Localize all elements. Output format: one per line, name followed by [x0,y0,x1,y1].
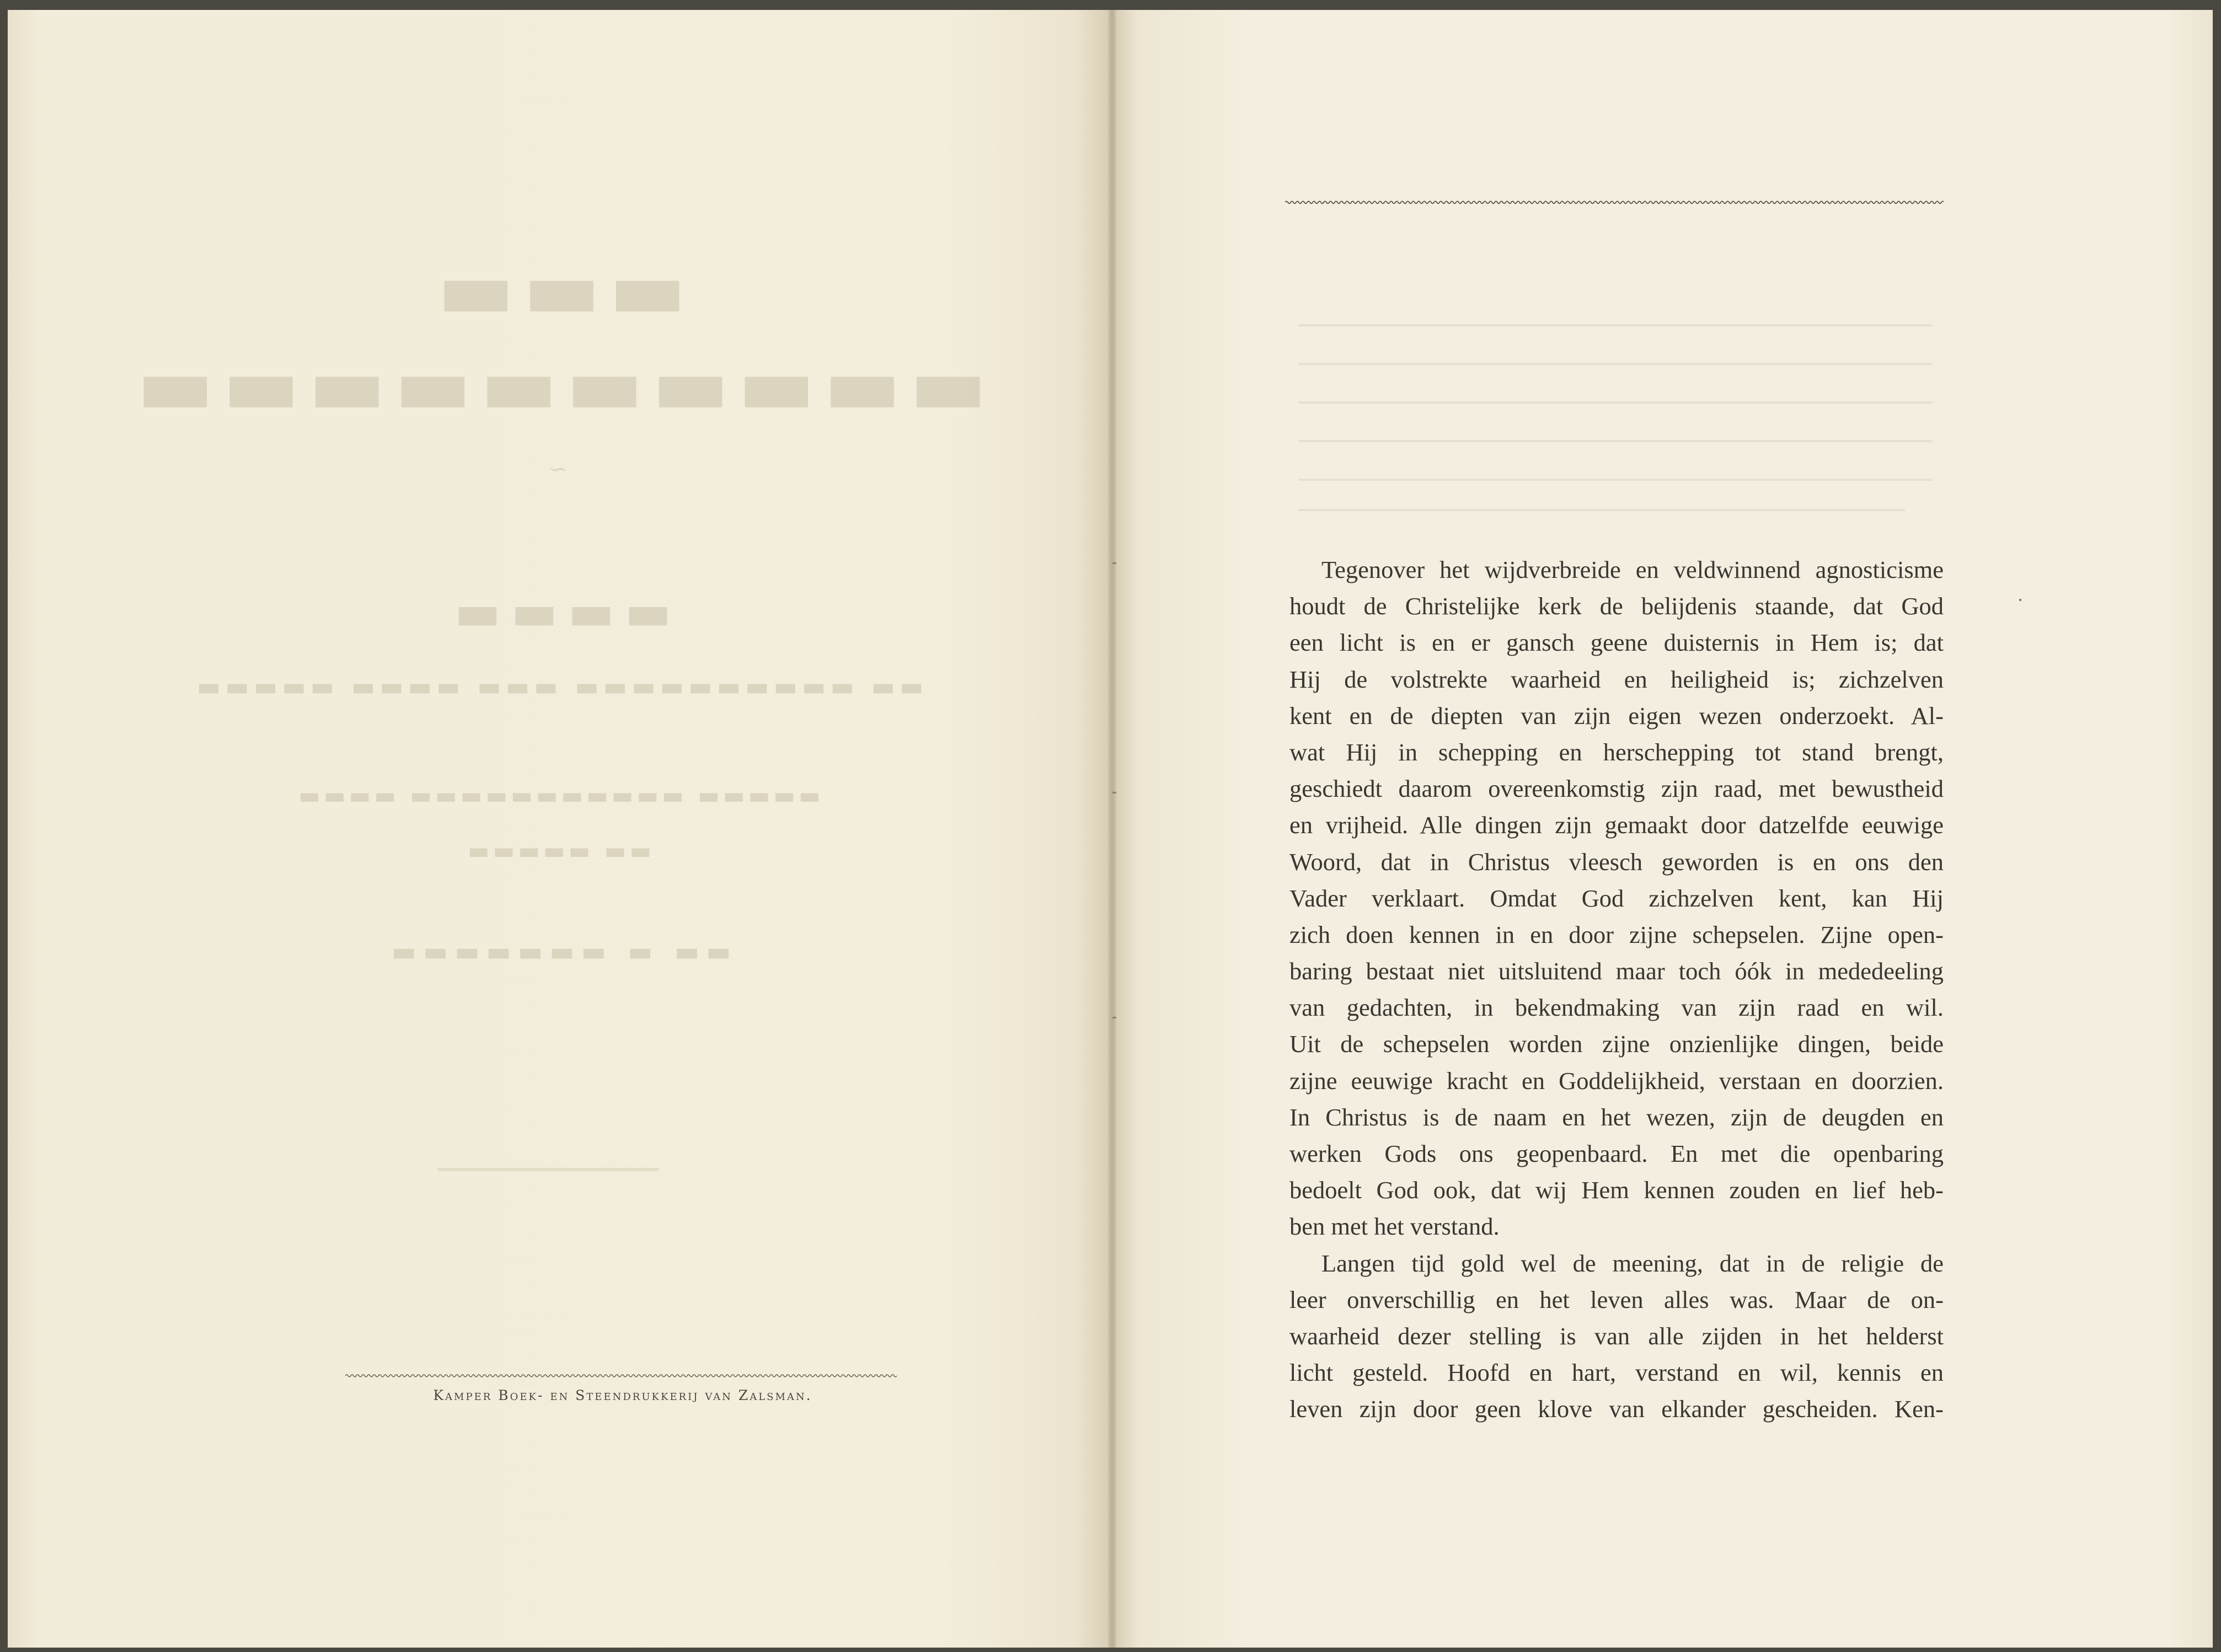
right-page [1116,10,2213,1648]
text-line: geschiedt daarom overeenkomstig zijn raad, met bewustheid [1289,775,1944,803]
show-through-line: ▬▬ ▬▬▬▬▬ [464,837,652,864]
show-through-line [1298,479,1933,481]
text-line: en vrijheid. Alle dingen zijn gemaakt door datzelfde eeuwige [1289,811,1944,839]
text-line: Hij de volstrekte waarheid en heiligheid is; zichzelven [1289,665,1944,693]
text-line: leven zijn door geen klove van elkander gescheiden. Ken- [1289,1395,1944,1423]
text-line: van gedachten, in bekendmaking van zijn raad en wil. [1289,994,1944,1022]
text-line: werken Gods ons geopenbaard. En met die openbaring [1289,1140,1944,1167]
show-through-mark: ~ [548,457,568,482]
text-line: zijne eeuwige kracht en Goddelijkheid, verstaan en doorzien. [1289,1066,1944,1095]
text-line: leer onverschillig en het leven alles was. Maar de on- [1289,1285,1944,1313]
text-line: Tegenover het wijdverbreide en veldwinnend agnosticisme [1321,556,1944,583]
show-through-line: ▬▬▬▬▬ ▬▬▬▬▬▬▬▬▬▬▬ ▬▬▬▬ [295,782,821,809]
text-line: Vader verklaart. Omdat God zichzelven kent, kan Hij [1289,884,1944,912]
text-line: waarheid dezer stelling is van alle zijden in het helderst [1289,1322,1944,1350]
show-through-line [1298,440,1933,442]
show-through-author: ▬▬ ▬ ▬▬▬▬▬▬▬ [384,936,731,967]
text-line: ben met het verstand. [1289,1213,1500,1241]
decorative-wavy-rule [1285,200,1944,205]
show-through-rule [438,1168,659,1171]
text-line: zich doen kennen in en door zijne schepselen. Zijne open- [1289,920,1944,948]
book-spread [8,10,2213,1648]
text-line: een licht is en er gansch geene duisternis in Hem is; dat [1289,629,1944,657]
text-line: licht gesteld. Hoofd en hart, verstand en wil, kennis en [1289,1359,1944,1387]
text-line: baring bestaat niet uitsluitend maar toch óók in mededeeling [1289,957,1944,985]
decorative-wavy-rule [345,1373,897,1379]
show-through-line [1298,324,1933,326]
show-through-line: ▬▬ ▬▬▬▬▬▬▬▬▬▬ ▬▬▬ ▬▬▬▬ ▬▬▬▬▬ [192,672,924,701]
show-through-title: ▬▬▬ ▬▬▬▬▬▬▬▬▬▬ [128,242,988,433]
paper-speck [2019,599,2021,601]
show-through-heading: ▬▬▬▬ [444,583,672,641]
printer-imprint: Kamper Boek- en Steendrukkerij van Zalsman. [433,1387,812,1403]
text-line: houdt de Christelijke kerk de belijdenis staande, dat God [1289,592,1944,620]
text-line: Langen tijd gold wel de meening, dat in de religie de [1321,1249,1944,1277]
text-line: wat Hij in schepping en herschepping tot stand brengt, [1289,738,1944,766]
text-line: bedoelt God ook, dat wij Hem kennen zouden en lief heb- [1289,1176,1944,1204]
show-through-line [1298,509,1905,511]
text-line: kent en de diepten van zijn eigen wezen onderzoekt. Al- [1289,701,1944,730]
paragraph [1289,551,1944,1245]
body-text [1289,551,1944,1428]
show-through-line [1298,363,1933,365]
text-line: Woord, dat in Christus vleesch geworden is en ons den [1289,848,1944,876]
left-page [8,10,1108,1648]
paragraph [1289,1245,1944,1428]
show-through-line [1298,401,1933,404]
text-line: In Christus is de naam en het wezen, zijn de deugden en [1289,1103,1944,1131]
text-line: Uit de schepselen worden zijne onzienlijke dingen, beide [1289,1030,1944,1058]
book-gutter [1108,10,1116,1648]
